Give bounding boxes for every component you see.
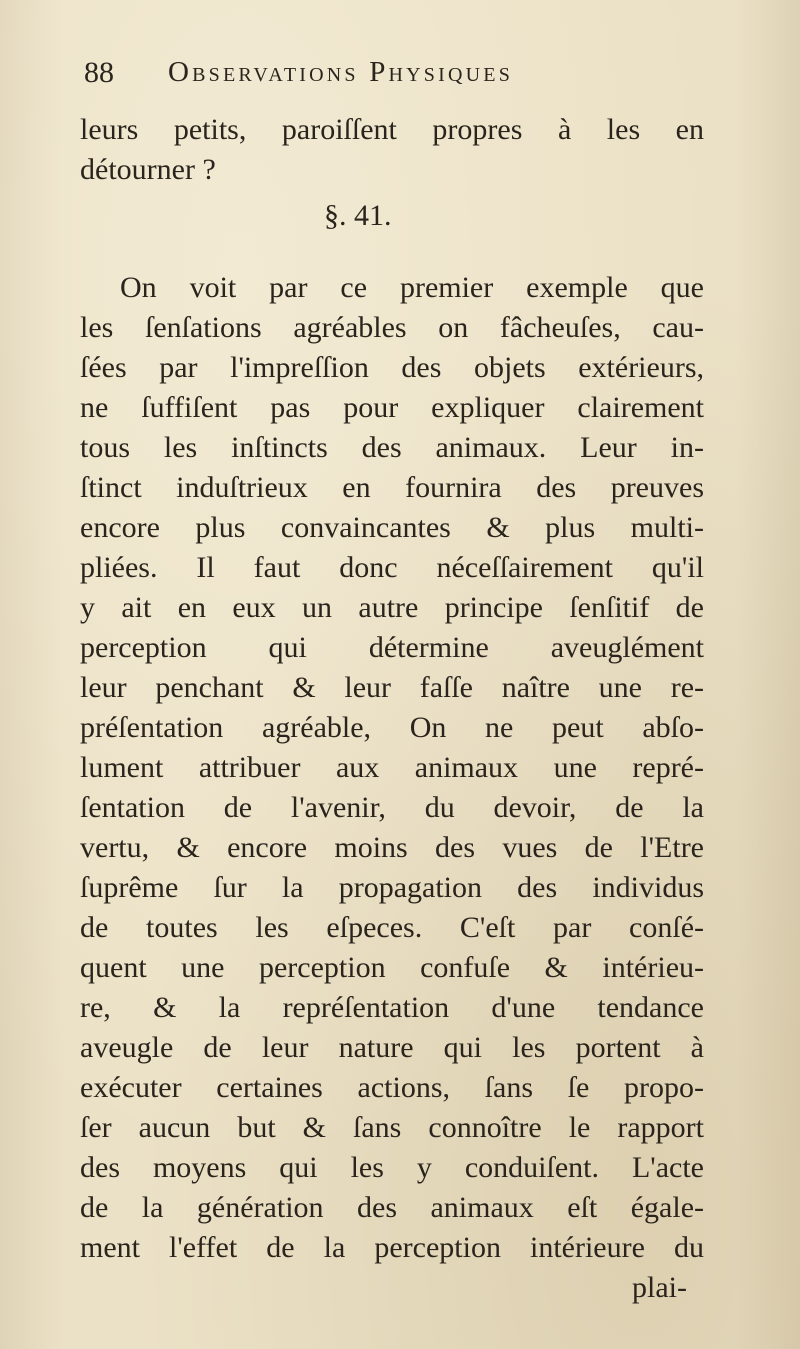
text-line: les ſenſations agréables on fâcheuſes, cau-: [80, 311, 704, 344]
paragraph-first-line: On voit par ce premier exemple que: [120, 271, 704, 304]
section-heading: §. 41.: [324, 199, 392, 232]
text-line: pliées. Il faut donc néceſſairement qu'il: [80, 551, 704, 584]
text-line: ſées par l'impreſſion des objets extérieurs,: [80, 351, 704, 384]
page-number: 88: [84, 56, 114, 89]
text-line: encore plus convaincantes & plus multi-: [80, 511, 704, 544]
text-line: ne ſuffiſent pas pour expliquer clairement: [80, 391, 704, 424]
text-line: ſtinct induſtrieux en fournira des preuves: [80, 471, 704, 504]
catchword: plai-: [632, 1271, 687, 1304]
text-line: lument attribuer aux animaux une repré-: [80, 751, 704, 784]
text-line: tous les inſtincts des animaux. Leur in-: [80, 431, 704, 464]
text-line: exécuter certaines actions, ſans ſe propo-: [80, 1071, 704, 1104]
text-line: leurs petits, paroiſſent propres à les en: [80, 113, 704, 146]
text-line: ſentation de l'avenir, du devoir, de la: [80, 791, 704, 824]
running-head: [84, 52, 684, 100]
running-title: Observations Physiques: [168, 56, 514, 88]
text-line: perception qui détermine aveuglément: [80, 631, 704, 664]
text-line: détourner ?: [80, 153, 216, 186]
text-line: re, & la repréſentation d'une tendance: [80, 991, 704, 1024]
text-line: quent une perception confuſe & intérieu-: [80, 951, 704, 984]
text-line: y ait en eux un autre principe ſenſitif de: [80, 591, 704, 624]
text-line: aveugle de leur nature qui les portent à: [80, 1031, 704, 1064]
text-line: ment l'effet de la perception intérieure du: [80, 1231, 704, 1264]
text-line: préſentation agréable, On ne peut abſo-: [80, 711, 704, 744]
text-line: vertu, & encore moins des vues de l'Etre: [80, 831, 704, 864]
text-line: de la génération des animaux eſt égale-: [80, 1191, 704, 1224]
text-line: ſer aucun but & ſans connoître le rapport: [80, 1111, 704, 1144]
text-line: ſuprême ſur la propagation des individus: [80, 871, 704, 904]
text-line: leur penchant & leur faſſe naître une re-: [80, 671, 704, 704]
text-line: des moyens qui les y conduiſent. L'acte: [80, 1151, 704, 1184]
text-line: de toutes les eſpeces. C'eſt par conſé-: [80, 911, 704, 944]
